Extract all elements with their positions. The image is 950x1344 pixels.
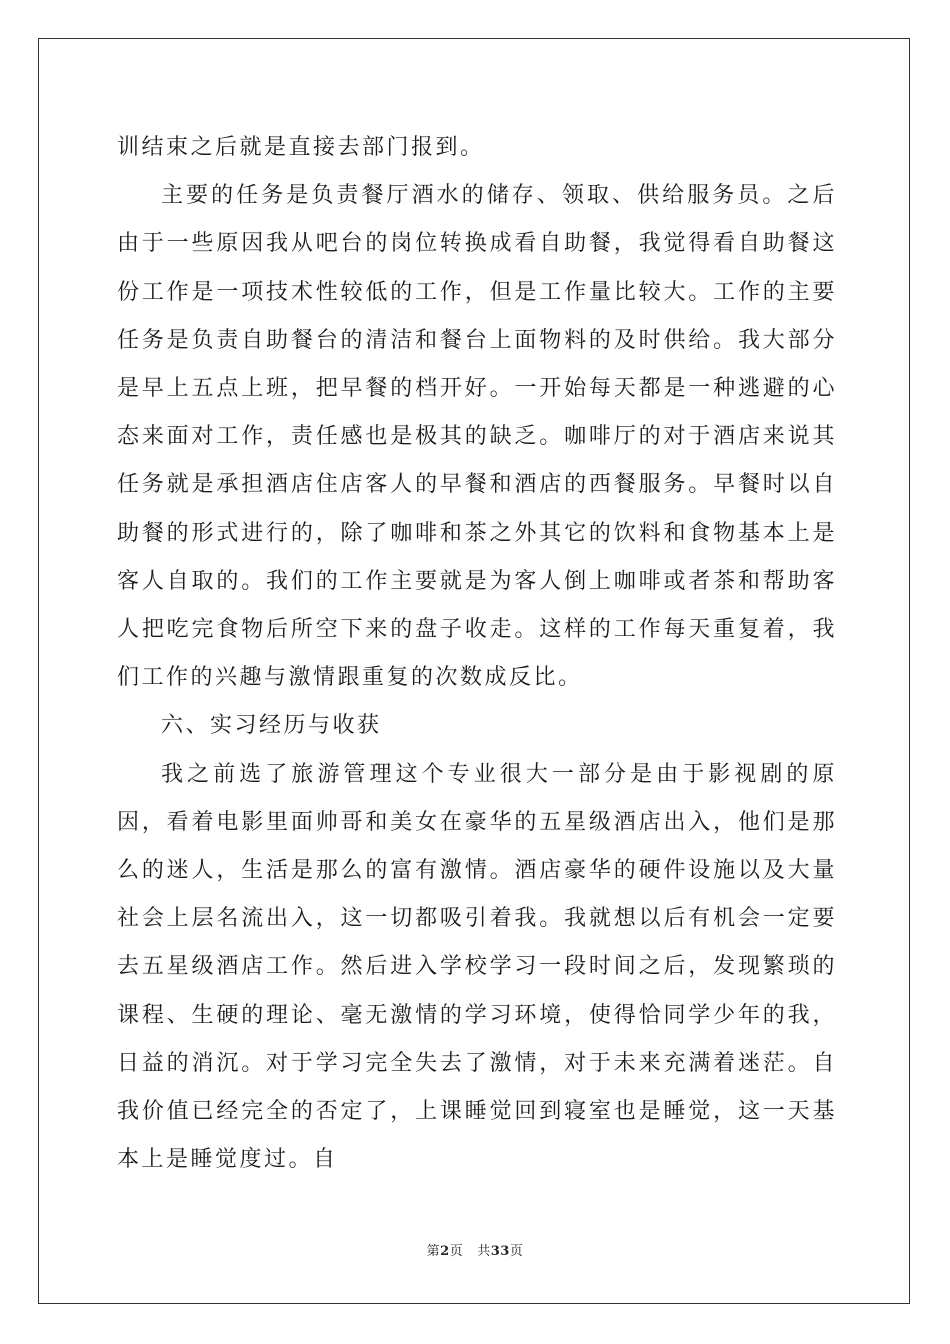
paragraph-1: 训结束之后就是直接去部门报到。	[117, 135, 485, 160]
total-prefix: 共	[477, 1244, 491, 1259]
total-pages: 33	[490, 1244, 510, 1259]
document-body	[117, 124, 837, 1184]
section-heading: 六、实习经历与收获	[161, 713, 382, 739]
page-prefix: 第	[426, 1244, 441, 1259]
page-footer	[0, 1240, 950, 1259]
paragraph-2: 主要的任务是负责餐厅酒水的储存、领取、供给服务员。之后由于一些原因我从吧台的岗位转换成看自助餐，我觉得看自助餐这份工作是一项技术性较低的工作，但是工作量比较大。工作的主要任务是负责自助餐台的清洁和餐台上面物料的及时供给。我大部分是早上五点上班，把早餐的档开好。一开始每天都是一种逃避的心态来面对工作，责任感也是极其的缺乏。咖啡厅的对于酒店来说其任务就是承担酒店住店客人的早餐和酒店的西餐服务。早餐时以自助餐的形式进行的，除了咖啡和茶之外其它的饮料和食物基本上是客人自取的。我们的工作主要就是为客人倒上咖啡或者茶和帮助客人把吃完食物后所空下来的盘子收走。这样的工作每天重复着，我们工作的兴趣与激情跟重复的次数成反比。	[117, 183, 837, 691]
paragraph-3: 我之前选了旅游管理这个专业很大一部分是由于影视剧的原因，看着电影里面帅哥和美女在豪华的五星级酒店出入，他们是那么的迷人，生活是那么的富有激情。酒店豪华的硬件设施以及大量社会上层名流出入，这一切都吸引着我。我就想以后有机会一定要去五星级酒店工作。然后进入学校学习一段时间之后，发现繁琐的课程、生硬的理论、毫无激情的学习环境，使得恰同学少年的我，日益的消沉。对于学习完全失去了激情，对于未来充满着迷茫。自我价值已经完全的否定了，上课睡觉回到寝室也是睡觉，这一天基本上是睡觉度过。自	[117, 761, 837, 1173]
page-number: 2	[440, 1244, 450, 1259]
total-suffix: 页	[509, 1244, 524, 1259]
page-suffix: 页	[449, 1244, 464, 1259]
